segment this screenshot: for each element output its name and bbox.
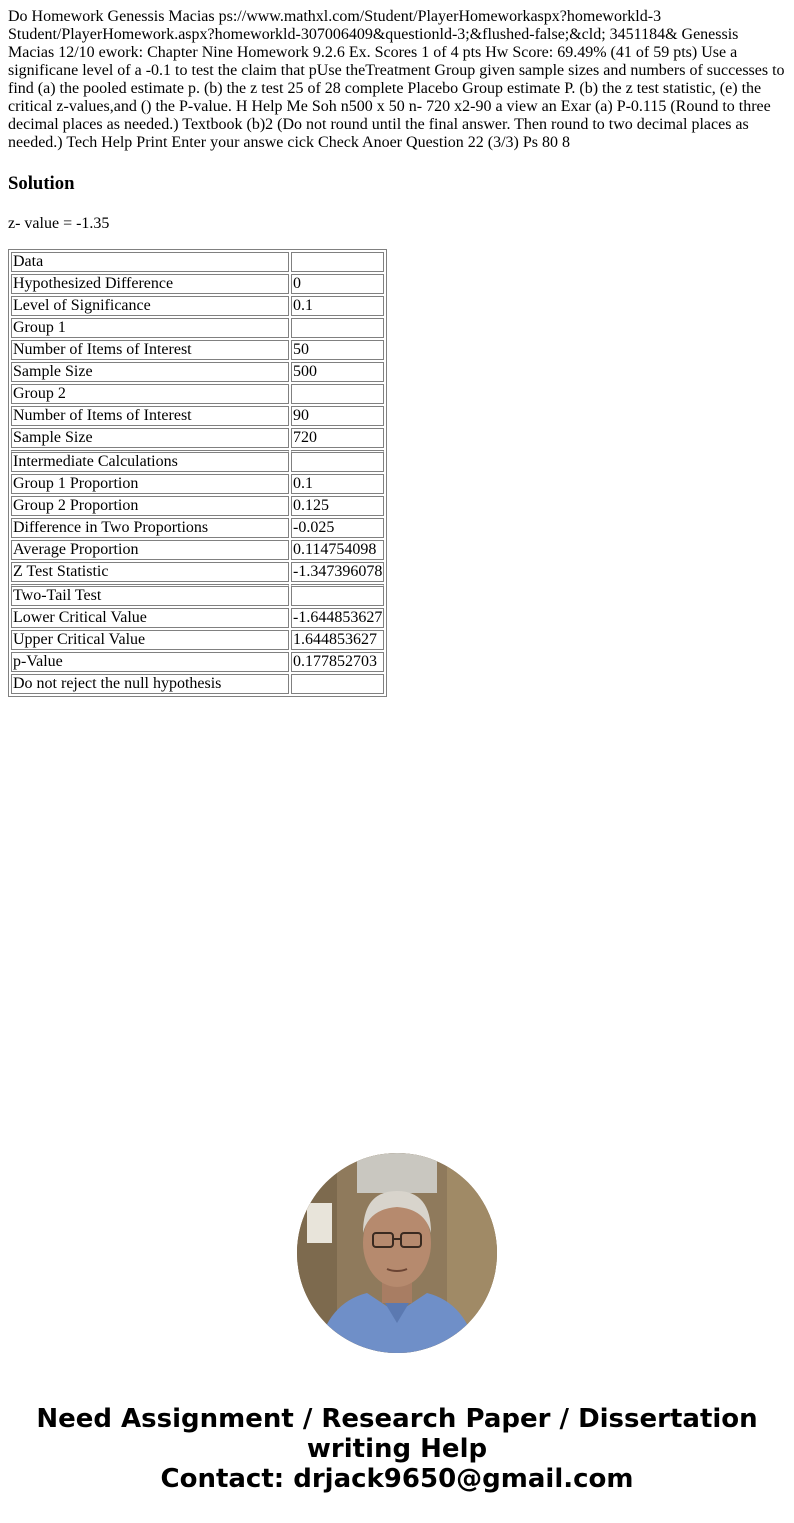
table-cell-label: Lower Critical Value: [11, 608, 289, 628]
table-cell-label: Number of Items of Interest: [11, 340, 289, 360]
table-row: [11, 496, 384, 516]
author-photo: [297, 1153, 497, 1353]
table-cell-label: Two-Tail Test: [11, 584, 289, 606]
table-cell-value: 1.644853627: [291, 630, 384, 650]
table-cell-value: -1.347396078: [293, 563, 383, 580]
table-cell-label: Group 2: [11, 384, 289, 404]
table-cell-label: Number of Items of Interest: [11, 406, 289, 426]
footer-contact: Contact: drjack9650@gmail.com: [160, 1464, 634, 1494]
table-cell-label: Do not reject the null hypothesis: [11, 674, 289, 694]
table-cell-label: Average Proportion: [11, 540, 289, 560]
table-row: [11, 252, 384, 272]
table-row: [11, 340, 384, 360]
table-row: [11, 584, 384, 606]
table-cell-label: Difference in Two Proportions: [11, 518, 289, 538]
table-cell-label: Z Test Statistic: [11, 562, 289, 582]
table-cell-value: 0.125: [291, 496, 384, 516]
footer-line-1: Need Assignment / Research Paper / Dissertation: [36, 1404, 758, 1434]
table-cell-value: [291, 384, 384, 404]
table-cell-value: 720: [291, 428, 384, 448]
table-cell-value: 50: [291, 340, 384, 360]
table-row: [11, 318, 384, 338]
table-row: [11, 474, 384, 494]
page-content: [8, 8, 786, 697]
table-cell-value: 0.114754098: [291, 540, 384, 560]
footer-line-2: writing Help: [306, 1434, 488, 1464]
table-cell-label: Intermediate Calculations: [11, 450, 289, 472]
table-row: [11, 450, 384, 472]
table-cell-label: Group 1: [11, 318, 289, 338]
table-cell-value: [291, 252, 384, 272]
table-row: [11, 274, 384, 294]
table-cell-label: Level of Significance: [11, 296, 289, 316]
table-row: [11, 652, 384, 672]
person-portrait-icon: [297, 1153, 497, 1353]
table-row: [11, 296, 384, 316]
table-row: [11, 674, 384, 694]
table-row: [11, 406, 384, 426]
table-row: [11, 630, 384, 650]
table-cell-value: [291, 318, 384, 338]
footer-advert: [0, 1404, 794, 1494]
table-cell-label: Hypothesized Difference: [11, 274, 289, 294]
table-cell-label: Upper Critical Value: [11, 630, 289, 650]
table-row: [11, 540, 384, 560]
solution-heading: Solution: [8, 173, 75, 194]
table-row: [11, 384, 384, 404]
table-cell-label: Data: [11, 252, 289, 272]
table-row: [11, 608, 384, 628]
table-row: [11, 518, 384, 538]
table-cell-value: 0.1: [291, 296, 384, 316]
table-cell-value: 0.1: [291, 474, 384, 494]
table-row: [11, 362, 384, 382]
table-row: [11, 428, 384, 448]
table-cell-value: 90: [291, 406, 384, 426]
table-cell-value: [291, 674, 384, 694]
table-cell-value: 0: [291, 274, 384, 294]
table-cell-label: Group 1 Proportion: [11, 474, 289, 494]
table-cell-value: -1.644853627: [293, 609, 383, 626]
table-cell-label: Group 2 Proportion: [11, 496, 289, 516]
table-cell-value: [291, 584, 384, 606]
table-cell-value: -0.025: [291, 518, 384, 538]
statistics-table-body: [11, 252, 384, 694]
table-cell-value: [291, 450, 384, 472]
statistics-table: [8, 249, 387, 697]
question-text: Do Homework Genessis Macias ps://www.mathxl.com/Student/PlayerHomeworkaspx?homeworkld-3 Student/PlayerHomework.aspx?homeworkld-307006409&questionld-3;&flushed-false;&cld; 3451184& Genessis Macias 12/10 ework: Chapter Nine Homework 9.2.6 Ex. Scores 1 of 4 pts Hw Score: 69.49% (41 of 59 pts) Use a significane level of a -0.1 to test the claim that pUse theTreatment Group given sample sizes and numbers of successes to find (a) the pooled estimate p. (b) the z test 25 of 28 complete Placebo Group estimate P. (b) the z test statistic, (e) the critical z-values,and () the P-value. H Help Me Soh n500 x 50 n- 720 x2-90 a view an Exar (a) P-0.115 (Round to three decimal places as needed.) Textbook (b)2 (Do not round until the final answer. Then round to two decimal places as needed.) Tech Help Print Enter your answe cick Check Anoer Question 22 (3/3) Ps 80 8: [8, 8, 785, 151]
table-row: [11, 562, 384, 582]
table-cell-label: Sample Size: [11, 428, 289, 448]
table-cell-label: Sample Size: [11, 362, 289, 382]
table-cell-value: 0.177852703: [291, 652, 384, 672]
z-value-text: z- value = -1.35: [8, 215, 110, 232]
table-cell-value: 500: [291, 362, 384, 382]
table-cell-label: p-Value: [11, 652, 289, 672]
